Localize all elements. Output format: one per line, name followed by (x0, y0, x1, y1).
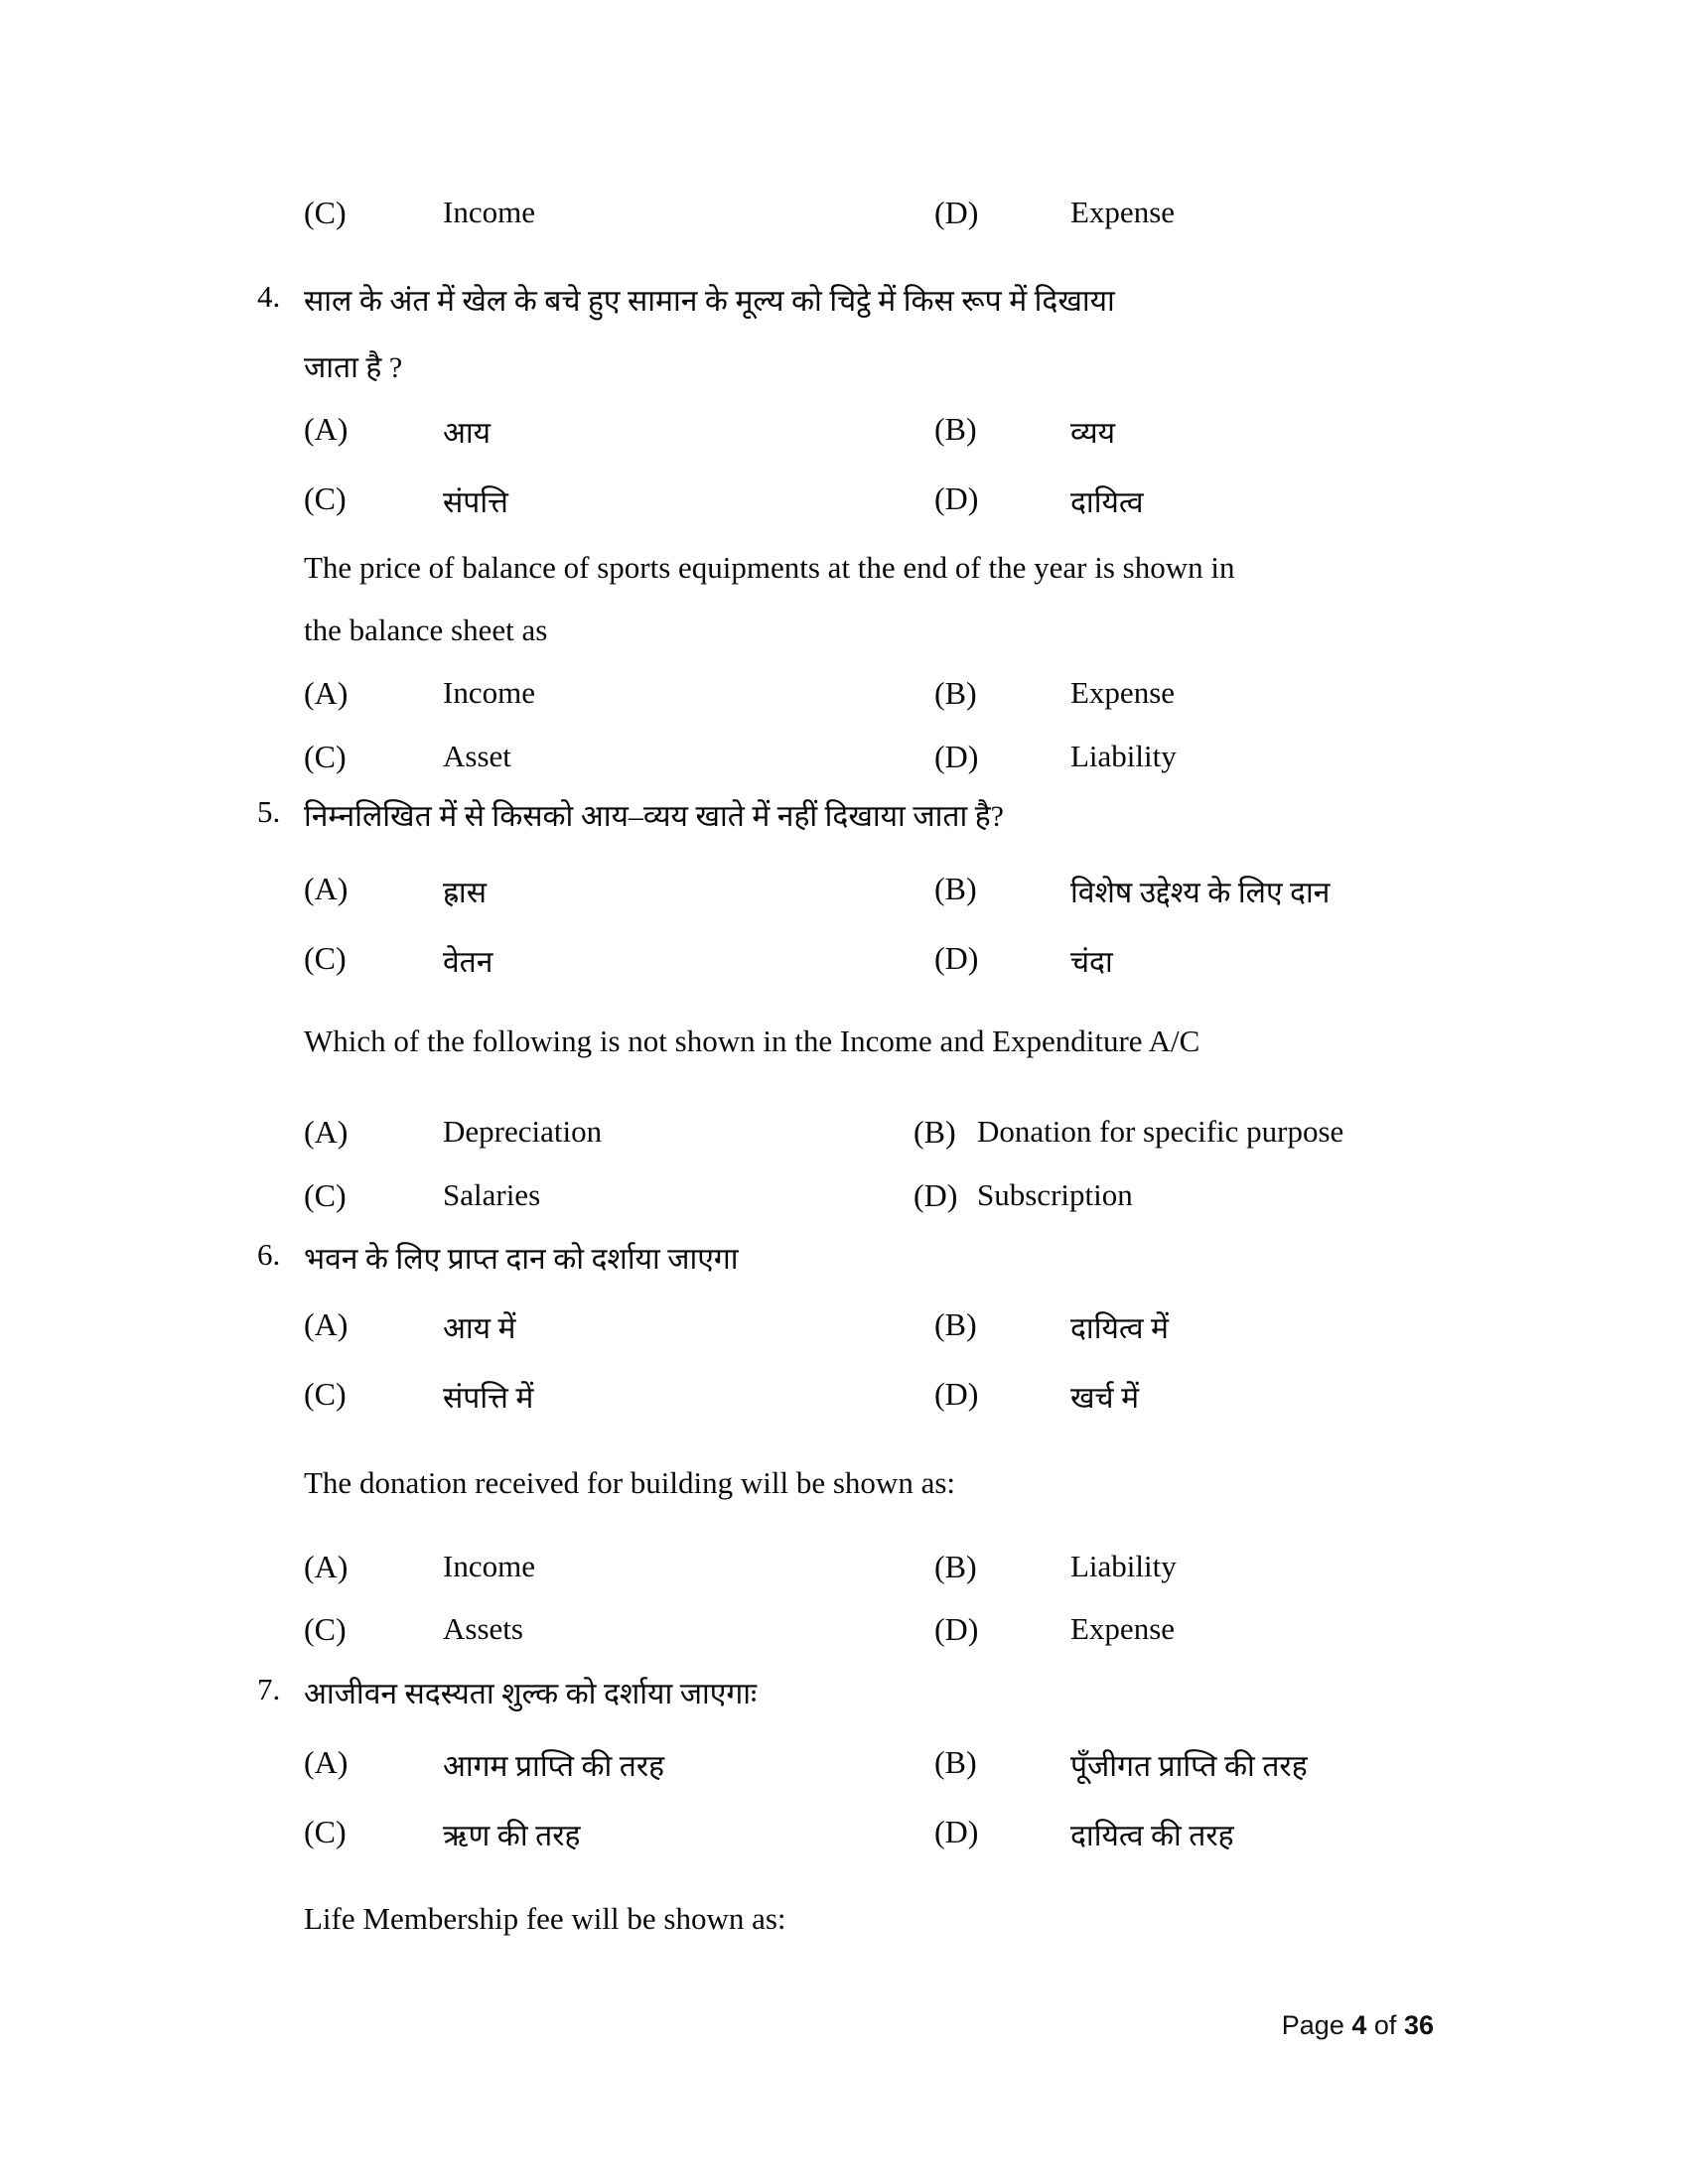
question-text-hindi: साल के अंत में खेल के बचे हुए सामान के मूल्य को चिट्ठे में किस रूप में दिखाया (304, 285, 1115, 318)
footer-page-indicator (1282, 2010, 1434, 2041)
option-text: आय में (443, 1312, 516, 1345)
option-text: विशेष उद्देश्य के लिए दान (1070, 877, 1331, 909)
option-label: (B) (934, 675, 977, 711)
option-label: (B) (934, 871, 977, 906)
q7-english-line1 (0, 1901, 1688, 1953)
q6-english-options-row-cd (0, 1611, 1688, 1663)
option-label: (D) (934, 1814, 979, 1849)
option-label: (B) (934, 1744, 977, 1780)
q6-english-line1 (0, 1465, 1688, 1517)
option-label: (B) (914, 1114, 956, 1150)
option-text: संपत्ति (443, 486, 508, 519)
q4-english-options-row-ab (0, 675, 1688, 727)
q3-english-options-row-cd (0, 195, 1688, 246)
footer-page-word: Page (1281, 2010, 1344, 2040)
footer-page-number: 4 (1351, 2010, 1367, 2040)
option-text: Salaries (443, 1177, 541, 1212)
option-label: (D) (914, 1177, 958, 1213)
option-text: Depreciation (443, 1114, 603, 1149)
option-text: Liability (1070, 1549, 1177, 1583)
q6-english-options-row-ab (0, 1549, 1688, 1600)
option-label: (D) (934, 940, 979, 976)
option-text: ह्रास (443, 877, 487, 909)
option-text: आय (443, 417, 492, 450)
option-label: (D) (934, 739, 979, 774)
option-label: (A) (304, 1549, 349, 1584)
option-text: Donation for specific purpose (977, 1114, 1344, 1149)
option-text: Income (443, 675, 535, 710)
option-text: दायित्व (1070, 486, 1144, 519)
question-text-english: the balance sheet as (304, 613, 548, 647)
option-text: Subscription (977, 1177, 1133, 1212)
option-label: (D) (934, 195, 979, 230)
question-text-hindi: आजीवन सदस्यता शुल्क को दर्शाया जाएगाः (304, 1678, 758, 1710)
q5-english-line1 (0, 1024, 1688, 1075)
question-number: 4. (257, 279, 281, 314)
q5-hindi-options-row-ab (0, 871, 1688, 922)
option-text: Asset (443, 739, 511, 773)
q4-hindi-line2 (0, 345, 1688, 397)
option-text: पूँजीगत प्राप्ति की तरह (1070, 1750, 1308, 1783)
q6-hindi-options-row-ab (0, 1306, 1688, 1358)
q4-english-line2 (0, 613, 1688, 664)
option-label: (C) (304, 1814, 347, 1849)
q5-english-options-row-ab (0, 1114, 1688, 1165)
question-text-english: The donation received for building will be shown as: (304, 1465, 956, 1500)
q7-hindi-line1 (0, 1672, 1688, 1723)
option-label: (C) (304, 1376, 347, 1412)
question-number: 5. (257, 794, 281, 829)
option-label: (D) (934, 480, 979, 516)
option-label: (A) (304, 675, 349, 711)
q5-hindi-line1 (0, 794, 1688, 846)
question-number: 7. (257, 1672, 281, 1706)
question-text-hindi: भवन के लिए प्राप्त दान को दर्शाया जाएगा (304, 1243, 739, 1276)
option-label: (A) (304, 1306, 349, 1342)
option-text: खर्च में (1070, 1382, 1140, 1415)
q7-hindi-options-row-ab (0, 1744, 1688, 1796)
option-label: (B) (934, 1306, 977, 1342)
q4-hindi-options-row-ab (0, 411, 1688, 463)
option-text: संपत्ति में (443, 1382, 534, 1415)
question-number: 6. (257, 1237, 281, 1272)
q5-english-options-row-cd (0, 1177, 1688, 1229)
question-text-english: The price of balance of sports equipments at the end of the year is shown in (304, 550, 1235, 585)
option-text: Expense (1070, 675, 1176, 710)
q4-english-options-row-cd (0, 739, 1688, 790)
option-label: (A) (304, 871, 349, 906)
option-text: व्यय (1070, 417, 1116, 450)
option-text: चंदा (1070, 946, 1113, 979)
footer-total-pages: 36 (1403, 2010, 1434, 2040)
q4-hindi-options-row-cd (0, 480, 1688, 532)
option-label: (D) (934, 1376, 979, 1412)
option-label: (B) (934, 411, 977, 447)
option-text: Assets (443, 1611, 523, 1646)
option-text: Liability (1070, 739, 1177, 773)
option-label: (A) (304, 411, 349, 447)
option-text: ऋण की तरह (443, 1820, 581, 1852)
option-label: (A) (304, 1744, 349, 1780)
option-label: (C) (304, 195, 347, 230)
q7-hindi-options-row-cd (0, 1814, 1688, 1865)
option-text: Expense (1070, 195, 1176, 229)
option-label: (C) (304, 1177, 347, 1213)
option-label: (C) (304, 1611, 347, 1647)
option-label: (C) (304, 739, 347, 774)
q6-hindi-line1 (0, 1237, 1688, 1289)
option-text: Income (443, 1549, 535, 1583)
option-text: वेतन (443, 946, 493, 979)
option-label: (C) (304, 940, 347, 976)
option-text: दायित्व की तरह (1070, 1820, 1234, 1852)
option-label: (A) (304, 1114, 349, 1150)
option-text: आगम प्राप्ति की तरह (443, 1750, 665, 1783)
footer-of-word: of (1373, 2010, 1397, 2040)
option-label: (B) (934, 1549, 977, 1584)
question-text-english: Life Membership fee will be shown as: (304, 1901, 786, 1936)
option-text: Income (443, 195, 535, 229)
option-text: दायित्व में (1070, 1312, 1169, 1345)
question-text-hindi: जाता है ? (304, 351, 403, 384)
question-text-english: Which of the following is not shown in the Income and Expenditure A/C (304, 1024, 1200, 1058)
q4-hindi-line1 (0, 279, 1688, 331)
question-text-hindi: निम्नलिखित में से किसको आय–व्यय खाते में नहीं दिखाया जाता है? (304, 800, 1004, 833)
q4-english-line1 (0, 550, 1688, 602)
option-label: (C) (304, 480, 347, 516)
q6-hindi-options-row-cd (0, 1376, 1688, 1428)
option-text: Expense (1070, 1611, 1176, 1646)
option-label: (D) (934, 1611, 979, 1647)
q5-hindi-options-row-cd (0, 940, 1688, 992)
